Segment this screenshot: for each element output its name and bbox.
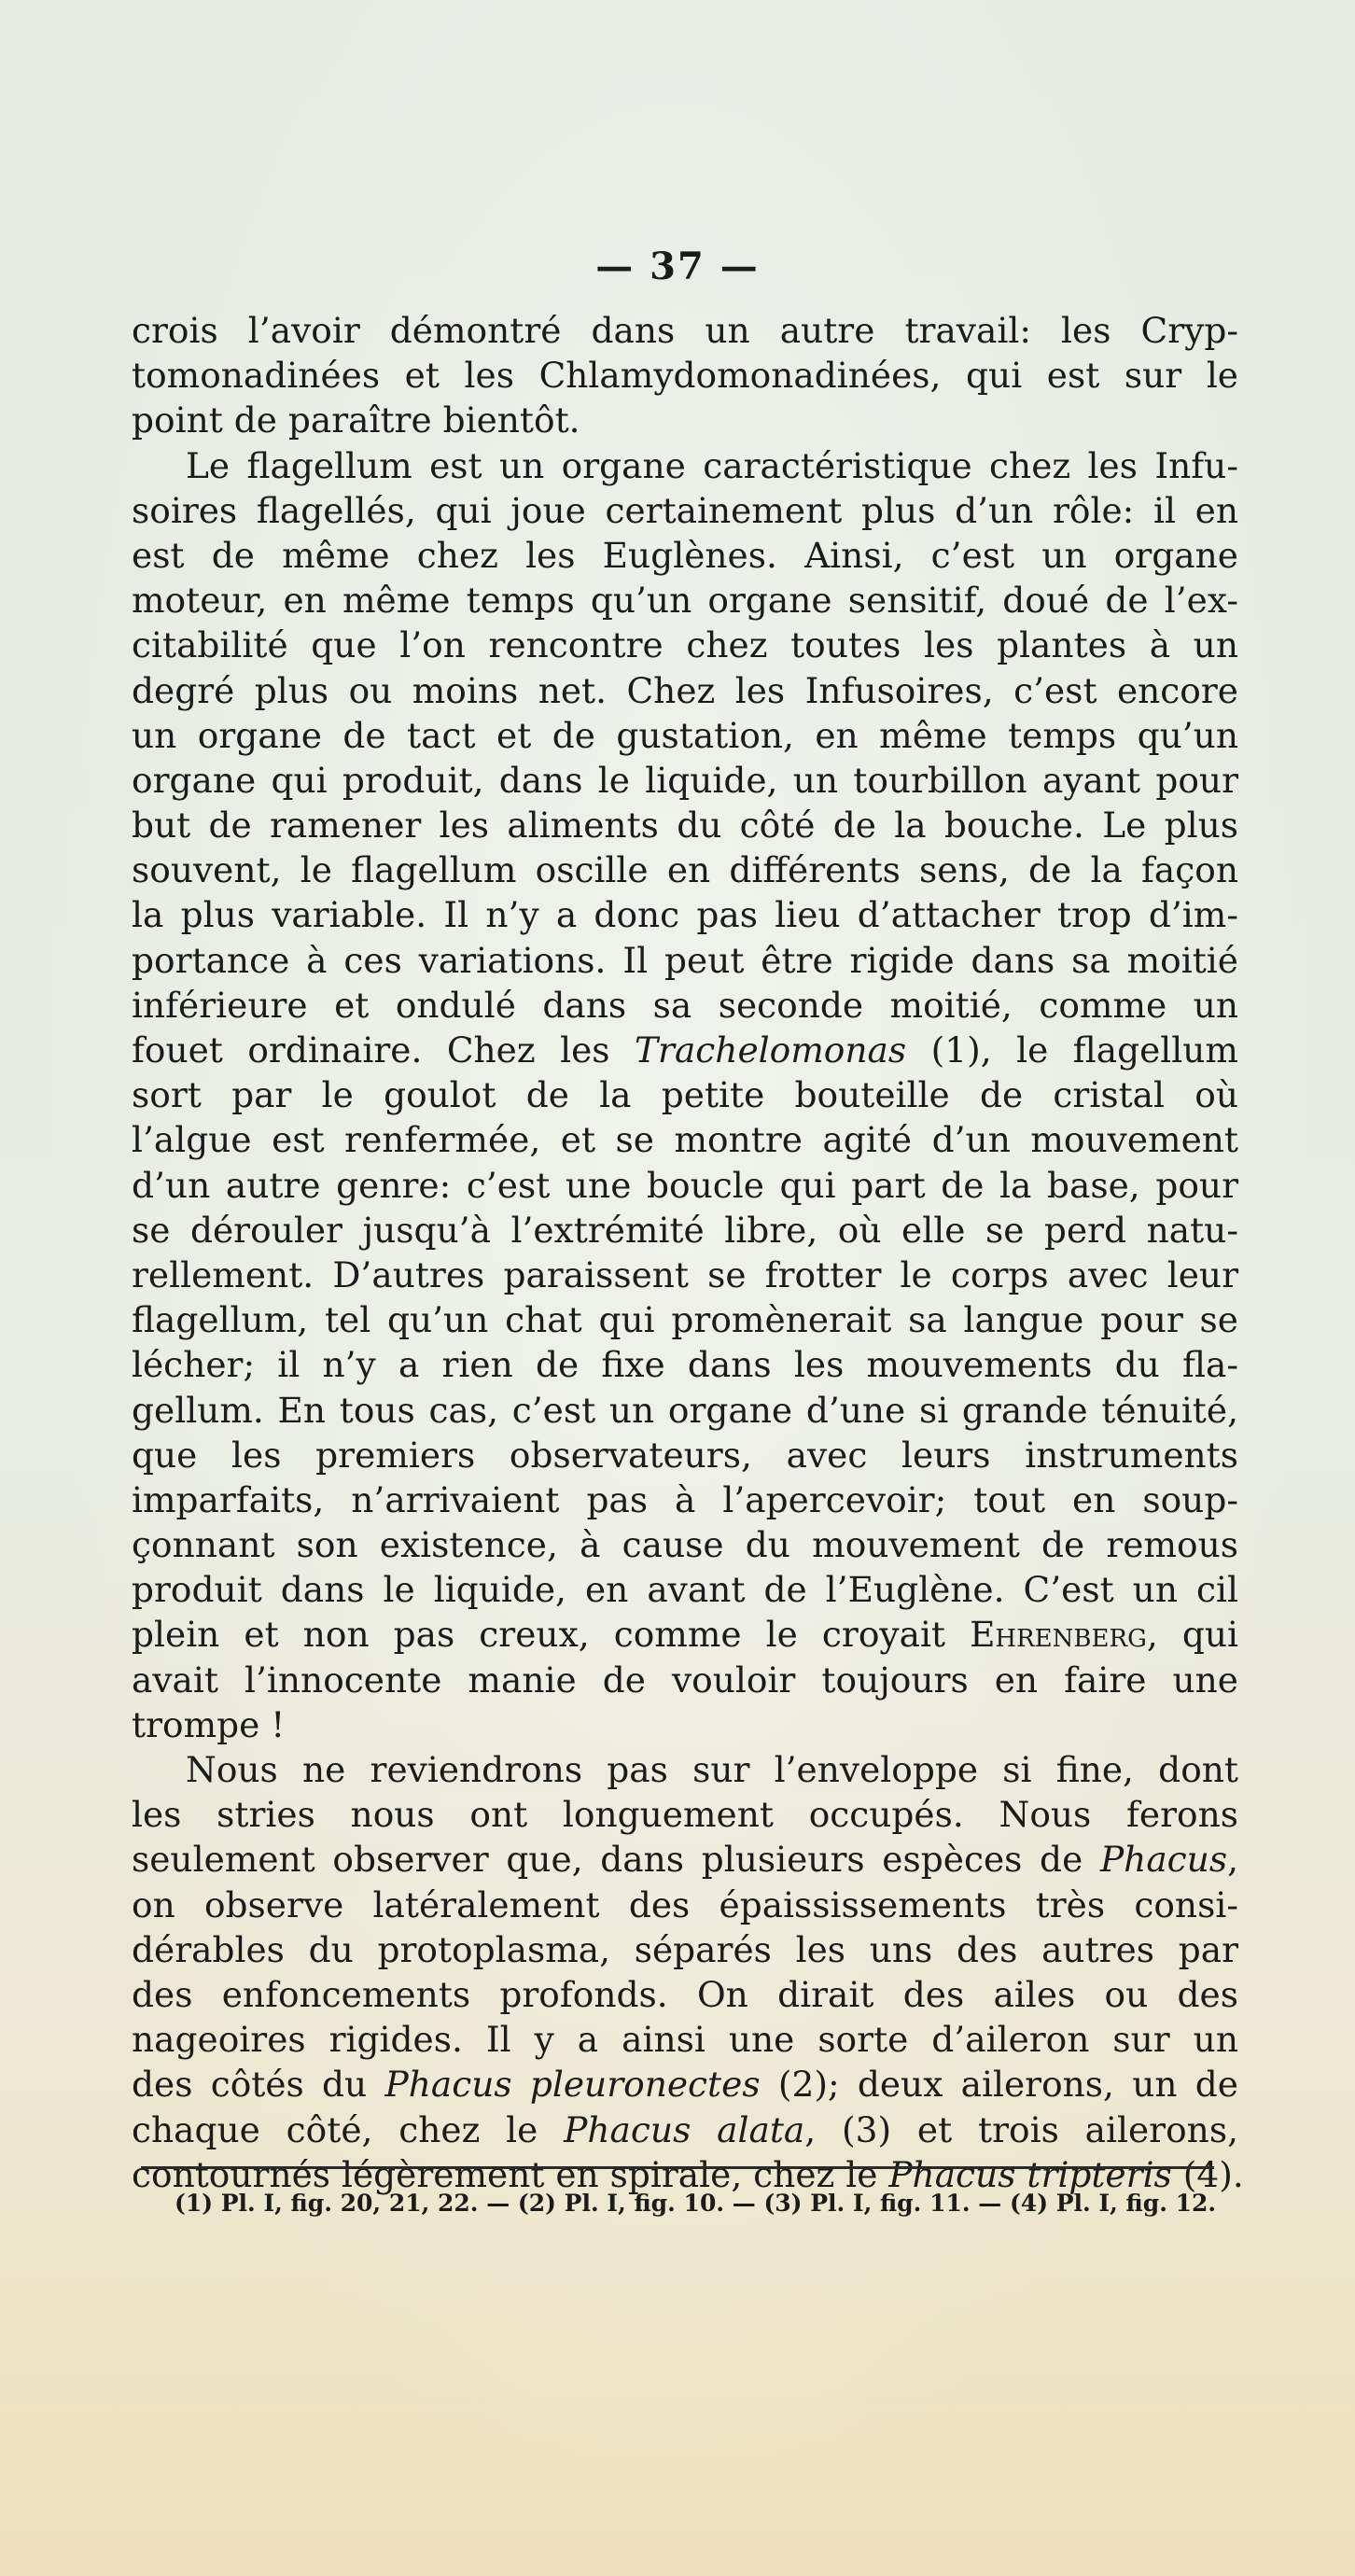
text-line: [132, 1208, 1238, 1253]
line-text: trompe !: [132, 1703, 286, 1745]
species-name: Phacus tripteris: [888, 2153, 1172, 2195]
text-line: [132, 1117, 1238, 1162]
text-line: [132, 1972, 1238, 2017]
text-line: [132, 1522, 1238, 1567]
species-name: Phacus: [1099, 1839, 1228, 1881]
text-line: [132, 353, 1238, 398]
line-text: rellement. D’autres paraissent se frotter le corps avec leur: [132, 1253, 1238, 1295]
text-line: [132, 2017, 1238, 2062]
line-text: chaque côté, chez le: [132, 2108, 565, 2150]
line-text: avait l’innocente manie de vouloir toujours en faire une: [132, 1659, 1238, 1701]
text-line: [132, 308, 1238, 353]
text-line: [132, 1342, 1238, 1387]
line-text: les stries nous ont longuement occupés. Nous ferons: [132, 1794, 1238, 1836]
line-text: portance à ces variations. Il peut être rigide dans sa moitié: [132, 939, 1238, 981]
text-line: [132, 668, 1238, 713]
text-line: [132, 1747, 1238, 1792]
text-line: [132, 533, 1238, 578]
line-text: crois l’avoir démontré dans un autre travail: les Cryp-: [132, 310, 1238, 351]
text-line: [132, 1433, 1238, 1477]
line-text: des enfoncements profonds. On dirait des ailes ou des: [132, 1973, 1238, 2015]
line-text: ,: [1227, 1839, 1238, 1881]
line-text: imparfaits, n’arrivaient pas à l’apercevoir; tout en soup-: [132, 1478, 1238, 1520]
species-name: Trachelomonas: [635, 1029, 907, 1071]
line-text: citabilité que l’on rencontre chez toutes les plantes à un: [132, 624, 1238, 666]
footnotes: (1) Pl. I, fig. 20, 21, 22. — (2) Pl. I, fig. 10. — (3) Pl. I, fig. 11. — (4) Pl. I, fig. 12.: [175, 2190, 1217, 2217]
text-line: [132, 847, 1238, 892]
text-line: [132, 1028, 1238, 1072]
line-text: des côtés du: [132, 2064, 385, 2106]
line-text: un organe de tact et de gustation, en même temps qu’un: [132, 714, 1238, 756]
line-text: moteur, en même temps qu’un organe sensitif, doué de l’ex-: [132, 580, 1238, 622]
text-line: [132, 1927, 1238, 1972]
line-text: plein et non pas creux, comme le croyait: [132, 1614, 971, 1656]
text-line: [132, 2062, 1238, 2107]
text-line: [132, 1658, 1238, 1702]
text-line: [132, 488, 1238, 533]
line-text: organe qui produit, dans le liquide, un tourbillon ayant pour: [132, 759, 1238, 801]
text-line: [132, 1163, 1238, 1208]
line-text: se dérouler jusqu’à l’extrémité libre, où elle se perd natu-: [132, 1209, 1238, 1251]
text-line: [132, 623, 1238, 667]
text-line: [132, 1883, 1238, 1927]
text-line: [132, 443, 1238, 488]
line-text: inférieure et ondulé dans sa seconde moitié, comme un: [132, 984, 1238, 1026]
line-text: dérables du protoplasma, séparés les uns des autres par: [132, 1928, 1238, 1970]
text-line: [132, 803, 1238, 847]
line-text: sort par le goulot de la petite bouteille de cristal où: [132, 1074, 1238, 1116]
line-text: souvent, le flagellum oscille en différents sens, de la façon: [132, 849, 1238, 891]
species-name: Phacus alata: [564, 2108, 805, 2150]
text-line: [132, 1477, 1238, 1522]
text-line: [132, 758, 1238, 803]
text-line: [132, 892, 1238, 937]
line-text: l’algue est renfermée, et se montre agité d’un mouvement: [132, 1119, 1238, 1161]
line-text: est de même chez les Euglènes. Ainsi, c’est un organe: [132, 534, 1238, 576]
text-line: [132, 713, 1238, 758]
line-text: soires flagellés, qui joue certainement plus d’un rôle: il en: [132, 489, 1238, 531]
text-line: [132, 1837, 1238, 1882]
text-line: [132, 2107, 1238, 2152]
body-text: [132, 308, 1244, 2197]
species-name: Phacus pleuronectes: [384, 2064, 761, 2106]
text-line: [132, 1253, 1238, 1297]
line-text: on observe latéralement des épaississements très consi-: [132, 1883, 1238, 1925]
author-name: Ehrenberg: [970, 1614, 1147, 1656]
text-line: [132, 983, 1238, 1028]
page-number: — 37 —: [595, 245, 760, 288]
line-text: produit dans le liquide, en avant de l’Euglène. C’est un cil: [132, 1569, 1238, 1611]
line-text: point de paraître bientôt.: [132, 399, 580, 441]
line-text: Nous ne reviendrons pas sur l’enveloppe si fine, dont: [186, 1749, 1238, 1790]
line-text: d’un autre genre: c’est une boucle qui part de la base, pour: [132, 1164, 1238, 1206]
line-text: , (3) et trois ailerons,: [804, 2108, 1238, 2150]
text-line: [132, 1388, 1238, 1433]
line-text: but de ramener les aliments du côté de la bouche. Le plus: [132, 805, 1238, 847]
text-line: [132, 1297, 1238, 1342]
line-text: fouet ordinaire. Chez les: [132, 1029, 635, 1071]
footnote-separator: [141, 2166, 1214, 2169]
line-text: gellum. En tous cas, c’est un organe d’une si grande ténuité,: [132, 1389, 1238, 1431]
line-text: çonnant son existence, à cause du mouvement de remous: [132, 1524, 1238, 1566]
line-text: seulement observer que, dans plusieurs espèces de: [132, 1839, 1100, 1881]
line-text: (4).: [1171, 2153, 1244, 2195]
line-text: (1), le flagellum: [906, 1029, 1238, 1071]
line-text: la plus variable. Il n’y a donc pas lieu d’attacher trop d’im-: [132, 894, 1238, 936]
text-line: [132, 1072, 1238, 1117]
text-line: [132, 578, 1238, 623]
line-text: lécher; il n’y a rien de fixe dans les mouvements du fla-: [132, 1344, 1238, 1386]
line-text: Le flagellum est un organe caractéristique chez les Infu-: [186, 444, 1238, 486]
line-text: flagellum, tel qu’un chat qui promènerait sa langue pour se: [132, 1299, 1238, 1341]
text-line: [132, 1792, 1238, 1837]
text-line: [132, 1612, 1238, 1657]
line-text: tomonadinées et les Chlamydomonadinées, qui est sur le: [132, 355, 1238, 397]
line-text: degré plus ou moins net. Chez les Infusoires, c’est encore: [132, 669, 1238, 711]
line-text: nageoires rigides. Il y a ainsi une sorte d’aileron sur un: [132, 2019, 1238, 2061]
line-text: (2); deux ailerons, un de: [760, 2064, 1238, 2106]
text-line: [132, 1702, 1238, 1747]
line-text: contournés légèrement en spirale, chez le: [132, 2153, 889, 2195]
line-text: , qui: [1146, 1614, 1238, 1656]
text-line: [132, 1567, 1238, 1612]
text-line: [132, 938, 1238, 983]
line-text: que les premiers observateurs, avec leurs instruments: [132, 1434, 1238, 1476]
text-line: [132, 398, 1238, 442]
